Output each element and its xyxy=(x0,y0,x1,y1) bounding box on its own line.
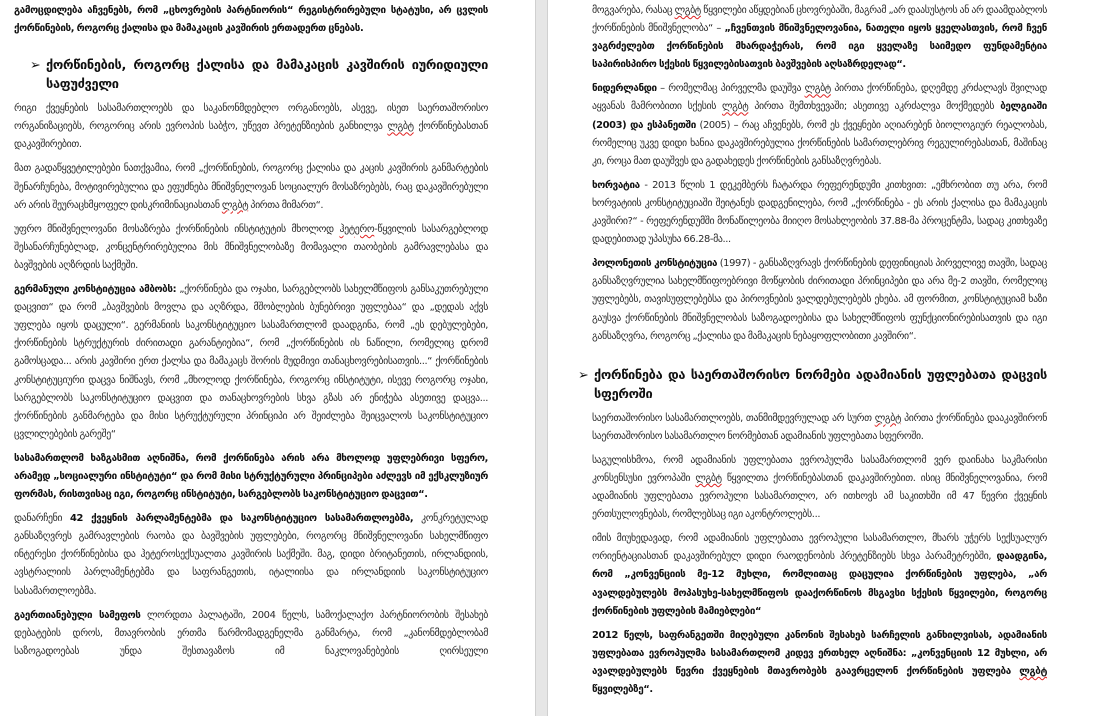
text-run: დანარჩენი xyxy=(14,513,71,525)
text-run: საერთაშორისო სასამართლოებს, თანმიმდევრულად არ სურთ xyxy=(592,412,875,424)
bold-text: ხორვატია xyxy=(592,179,640,191)
paragraph xyxy=(14,221,488,275)
bold-text: 42 ქვეყნის პარლამენტებმა და საკონსტიტუციო სასამართლოებმა, xyxy=(70,513,414,525)
bold-text: ბელგიაში (2003) და ესპანეთში xyxy=(592,101,1047,131)
text-run: წყვილები აწყდებიან ცხოვრებაში, მაგრამ „არ დაასუსტოს ან არ დაამდაბლოს ქორწინების მნიშვნელობა“ – xyxy=(592,5,1047,35)
text-run: საგულისხმოა, რომ ადამიანის უფლებათა ევროპულმა სასამართლომ ვერ დაინახა საკმარისი კონსენსუსი ევროპაში xyxy=(592,454,1047,484)
document-page-left[interactable] xyxy=(0,0,535,716)
bold-text: 2012 წელს, საფრანგეთში მიღებული კანონის შესახებ სარჩელის განხილვისას, ადამიანის უფლებათა ევროპულმა სასამართლომ კიდევ ერთხელ აღნიშნა: „კონვენციის 12 მუხლი, არ ავალდებულებს წევრი ქვეყნების მთავრობებს გაავრცელონ ქორწინების უფლება xyxy=(592,629,1047,677)
text-run: პირთა შემთხვევაში; ასეთივე აკრძალვა მოქმედებს xyxy=(748,101,1001,113)
misspelled-word[interactable]: ლგბტ xyxy=(874,412,902,424)
text-run: წყვილთა ქორწინებასთან დაკავშირებით. ისიც მნიშვნელოვანია, რომ ადამიანის უფლებათა ევროპული სასამართლო, არ ითხოვს ამ საკითხში იმ 47 წევრი ქვეყნის ერთსულოვნებას, რომლებსაც იგი აკონტროლებს... xyxy=(592,472,1047,521)
bold-text: წყვილებზე“. xyxy=(592,684,653,695)
misspelled-word[interactable]: ლგბტ xyxy=(804,83,831,95)
text-run: ქორწინება და საერთაშორისო ნორმები ადამიანის უფლებათა დაცვის სფეროში xyxy=(594,367,1047,402)
misspelled-word[interactable]: ლგბტ xyxy=(674,5,701,16)
paragraph xyxy=(592,2,1047,74)
text-run: - 2013 წლის 1 დეკემბერს ჩატარდა რეფერენდუმი კითხვით: „ემხრობით თუ არა, რომ ხორვატიის კონსტიტუციაში შეიტანეს დადგენილება, რომ „ქორწინება - ეს არის ქალისა და მამაკაცის კავშირი?“ - რეფერენდუმში მონაწილეობა მიიღო მოსახლეობის 37.88-მა პროცენტმა, სადაც კითხვაზე დადებითად უპასუხა 66.28-მა... xyxy=(592,179,1047,246)
text-run: „ქორწინება და ოჯახი, სარგებლობს სახელმწიფოს განსაკუთრებული დაცვით“ და რომ „ბავშვების მოვლა და აღზრდა, მშობლების ბუნებრივი უფლებაა“ და „დედას აქვს უფლება იყოს დაცული“. გერმანიის საკონსტიტუციო სასამართლომ დაადგინა, რომ „ეს დებულებები, ქორწინების სტრუქტურის ძირითადი გარანტიებია“, რომ „ქორწინების ის ნაწილი, რომელიც დრომ გამოსცადა... არის კავშირი ერთ ქალსა და მამაკაცს შორის მუდმივი თანაცხოვრებისათვის...“ ქორწინების კონსტიტუციური დაცვა ნიშნავს, რომ „მხოლოდ ქორწინება, როგორც ინსტიტუტი, ისევე როგორც ოჯახი, სარგებლობს საკონსტიტუციო დაცვით და თანაცხოვრების სხვა გზას არ ენიჭება ასეთივე დაცვა... ქორწინების განმარტება და მისი სტრუქტურული პრინციპი არ შეიძლება შეიცვალოს საკონსტიტუციო ცვლილებების გარეშე“ xyxy=(14,284,488,440)
text-run: (1997) - განსაზღვრავს ქორწინების დეფინიციას პირველივე თავში, სადაც განსაზღვრულია სახელმწიფოებრივი მოწყობის ძირითადი პრინციპები და არა მე-2 თავში, რომელიც უფლებებს, თავისუფლებებსა და პიროვნების ვალდებულებებს ეხება. ამ ფორმით, კონსტიტუციამ ხაზი გაუსვა ქორწინების მნიშვნელობას საზოგადოებისა და სახელმწიფოს ფუნქციონირებისათვის და იგი განსაზღვრა, როგორც „ქალისა და მამაკაცის ნებაყოფლობითი კავშირი“. xyxy=(592,258,1047,342)
text-run: – რომელმაც პირველმა დაუშვა xyxy=(656,83,805,95)
bold-text: ნიდერლანდი xyxy=(592,83,657,95)
arrow-bullet-icon: ➢ xyxy=(30,58,41,74)
page-content xyxy=(578,2,1047,705)
bold-text: სასამართლომ ხაზგასმით აღნიშნა, რომ ქორწინება არის არა მხოლოდ უფლებრივი სფერო, არამედ „სოციალური ინსტიტუტი“ და რომ მისი სტრუქტურული პრინციპები აძლევს იმ ექსკლუზიურ ფორმას, რისთვისაც იგი, როგორც ინსტიტუტი, სარგებლობს საკონსტიტუციო დაცვით“. xyxy=(14,452,488,501)
misspelled-word[interactable]: ლგბტ xyxy=(722,101,749,113)
text-run: ქორწინებასთან დაკავშირებით. xyxy=(14,121,488,151)
paragraph xyxy=(592,410,1047,446)
text-run: პირთა ქორწინება დააკავშირონ საერთაშორისო სასამართლო ნორმებთან ადამიანის უფლებათა სფეროში. xyxy=(592,412,1047,442)
text-run: პირთა მიმართ“. xyxy=(248,199,324,211)
bold-text: „ჩვენთვის მნიშვნელოვანია, ნათელი იყოს ყველასთვის, რომ ჩვენ ვაგრძელებთ ქორწინების მხარდაჭერას, რომ იგი ყველაზე საიმედო ფუნდამენტია საპირისპირო სქესის წყვილებისათვის ბავშვების აღსაზრდელად“. xyxy=(592,23,1047,71)
misspelled-word[interactable]: ლგბტ xyxy=(387,121,414,133)
paragraph xyxy=(592,80,1047,170)
bold-text: გაერთიანებული სამეფოს xyxy=(14,609,141,621)
section-heading xyxy=(578,366,1047,404)
arrow-bullet-icon: ➢ xyxy=(578,367,589,383)
page-content xyxy=(14,2,488,667)
text-run: მოგვარება, რასაც xyxy=(592,5,675,16)
bold-text: დაადგინა, რომ „კონვენციის მე-12 მუხლი, რომლითაც დაცულია ქორწინების უფლება, „არ ავალდებულებს მოპასუხე-სახელმწიფოს დააქორწინოს მსგავსი სქესის წყვილები, როგორც ქორწინების უფლების მამიებლები“ xyxy=(592,551,1047,617)
section-heading xyxy=(14,56,488,94)
bold-text: გერმანული კონსტიტუცია ამბობს: xyxy=(14,284,177,296)
paragraph xyxy=(592,452,1047,524)
text-run: კონკრეტულად განსაზღვრეს გამრავლების რაობა და ბავშვების უფლებები, როგორც მნიშვნელოვანი სახელმწიფო ინტერესი ქორწინებისა და ჰეტეროსექსუალთა კავშირის საქმეში. მაგ, დიდი ბრიტანეთის, ირლანდიის, ავსტრალიის პარლამენტებმა და საფრანგეთის, იტალიისა და ირლანდიის საკონსტიტუციო სასამართლოებმა. xyxy=(14,513,488,597)
text-run: რიგი ქვეყნების სასამართლოებს და საკანონმდებლო ორგანოებს, ასევე, ისეთ საერთაშორისო ორგანიზაციებს, როგორიც არის ევროპის საბჭო, უწევთ პრეტენზიების განხილვა xyxy=(14,103,488,133)
misspelled-word[interactable]: ლგბტ xyxy=(695,472,722,484)
paragraph xyxy=(14,281,488,444)
text-run: (2005) – რაც აჩვენებს, რომ ეს ქვეყნები აღიარებენ ბიოლოგიურ რეალობას, რომელიც უკვე დიდი ხანია დაკავშირებულია ქორწინების სამართლებრივ რეგულირებასთან, მაშინაც კი, როცა მათ დაუშვეს და გადახედეს ქორწინების განსაზღვრებას. xyxy=(592,119,1047,167)
paragraph xyxy=(14,160,488,214)
text-run: უფრო მნიშვნელოვანი მოსაზრება ქორწინების ინსტიტუტის მხოლოდ xyxy=(14,223,340,235)
misspelled-word[interactable]: ლგბტ xyxy=(1019,665,1047,677)
bold-text: პოლონეთის კონსტიტუცია xyxy=(592,258,718,270)
paragraph xyxy=(14,100,488,154)
paragraph xyxy=(14,510,488,600)
paragraph xyxy=(592,530,1047,620)
paragraph xyxy=(14,450,488,504)
page-gap xyxy=(535,0,548,716)
bold-text: გამოცდილება აჩვენებს, რომ „ცხოვრების პარტნიორის“ რეგისტრირებული სტატუსი, არ ცვლის ქორწინების, როგორც ქალისა და მამაკაცის კავშირის ერთადერთ ცნებას. xyxy=(14,5,488,35)
misspelled-word[interactable]: ჰეტერო xyxy=(339,223,375,235)
paragraph xyxy=(14,607,488,661)
paragraph xyxy=(592,627,1047,699)
paragraph xyxy=(592,177,1047,249)
document-page-right[interactable] xyxy=(549,0,1100,716)
text-run: პირთა ქორწინება, დღემდე კრძალავს შვილად აყვანას მამრობითი სქესის xyxy=(592,83,1047,113)
misspelled-word[interactable]: ლგბტ xyxy=(221,199,249,211)
text-run: იმის მიუხედავად, რომ ადამიანის უფლებათა ევროპული სასამართლო, მხარს უჭერს სექსუალურ ორიენტაციასთან დაკავშირებულ დიდი რაოდენობის პრეტენზიებს სხვა პარამეტრებში, xyxy=(592,533,1047,563)
paragraph xyxy=(592,255,1047,345)
text-run: ლორდთა პალატაში, 2004 წელს, სამოქალაქო პარტნიორობის შესახებ დებატების დროს, მთავრობის ერთმა წარმომადგენელმა განმარტა, რომ „კანონმდებლობამ საზოგადოებას უნდა შესთავაზოს იმ ნაკლოვანებების ღირსეული xyxy=(14,609,489,657)
text-run: მათ გადაწყვეტილებები ნათქვამია, რომ „ქორწინების, როგორც ქალისა და კაცის კავშირის განმარტების შენარჩუნება, მოტივირებულია და ეფუძნება მნიშვნელოვან სოციალურ მოსაზრებებს, რაც დაკავშირებული არ არის შეურაცხმყოფელ დისკრიმინაციასთან xyxy=(14,163,488,211)
text-run: ქორწინების, როგორც ქალისა და მამაკაცის კავშირის იურიდიული საფუძველი xyxy=(46,58,488,93)
paragraph xyxy=(14,2,488,38)
text-run: -წყვილის სასარგებლოდ შესანარჩუნებლად, კონცენტრირებულია მის მნიშვნელობაზე მომავალი თაობების გამრავლებასა და ბავშვების აღზრდის საქმეში. xyxy=(14,223,489,271)
